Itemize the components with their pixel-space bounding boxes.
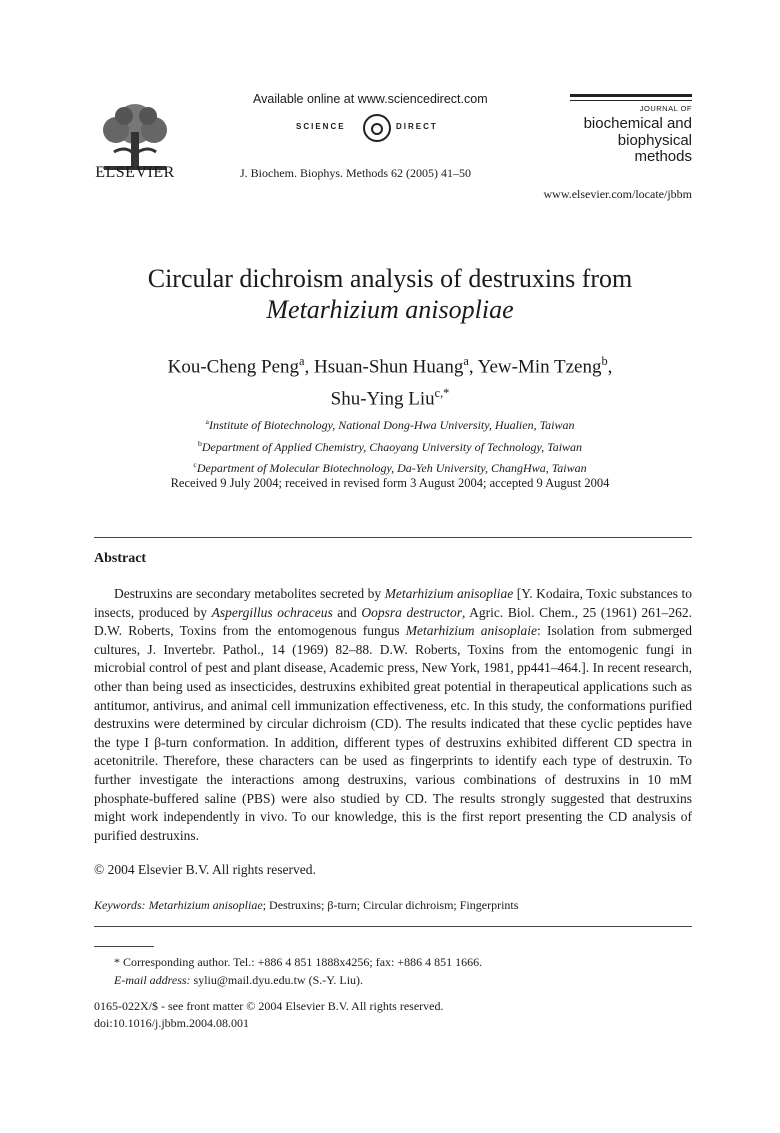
keywords [94,898,692,913]
abstract-segment-italic: Metarhizium anisopliae [384,586,514,601]
title-line2: Metarhizium anisopliae [266,295,514,324]
journal-name-line2: biophysical [617,131,692,149]
abstract-segment-text: , Agric. Biol. Chem., 25 (1961) 261–262. D.W. Roberts, Toxins from the entomogenous fungus [94,604,692,639]
author-sup: b [601,354,608,368]
abstract-segment-text: : Isolation from submerged cultures, J. Invertebr. Pathol., 14 (1969) 82–88. D.W. Roberts, Toxins from the entomogenic fungi in microbial control of pest and plant disease, Academic press, New York, 1981, pp441–464.]. In recent research, other than being used as insecticides, destruxins exhibited great potential in therapeutical applications such as antitumor, antivirus, and animal cell immunization effectiveness, etc. In this study, the conformations purified destruxins were determined by circular dichroism (CD). The results indicated that these cyclic peptides have the type I β-turn conformation. In addition, different types of destruxins exhibited different CD spectra in acetonitrile. Therefore, these characters can be used as fingerprints to identify each type of destruxin. To further investigate the interactions among destruxins, various combinations of destruxins in 10 mM phosphate-buffered saline (PBS) were also studied by CD. The results strongly suggested that destruxins might work independently in vivo. To our knowledge, this is the first report presenting the CD analysis of purified destruxins. [94,623,692,843]
affiliation-text: Department of Applied Chemistry, Chaoyang University of Technology, Taiwan [201,439,583,454]
affiliation [40,413,740,435]
sciencedirect-logo [296,112,456,144]
author-list [40,348,740,413]
divider [94,926,692,927]
sd-right-text: DIRECT [396,122,438,131]
corresponding-author: * Corresponding author. Tel.: +886 4 851 1888x4256; fax: +886 4 851 1666. [114,955,483,969]
journal-url[interactable]: www.elsevier.com/locate/jbbm [543,187,692,201]
keyword-text: ; Destruxins; β-turn; Circular dichroism; Fingerprints [262,898,519,912]
author-sep: , [304,356,314,378]
abstract-heading: Abstract [94,551,147,566]
author-name: Hsuan-Shun Huang [313,356,464,378]
abstract-segment-text: Destruxins are secondary metabolites secreted by [114,586,385,601]
affiliation-sup: b [197,438,202,448]
at-sign-icon [362,112,392,144]
journal-citation: J. Biochem. Biophys. Methods 62 (2005) 41–50 [240,166,471,180]
received-dates: Received 9 July 2004; received in revised form 3 August 2004; accepted 9 August 2004 [170,476,610,490]
abstract-segment-italic: Aspergillus ochraceus [211,604,333,620]
author-name: Shu-Ying Liu [330,388,435,410]
affiliation-sup: c [193,460,197,469]
issn-doi [94,998,444,1032]
author-sup: c,* [434,386,450,401]
affiliation-text: Department of Molecular Biotechnology, Da-Yeh University, ChangHwa, Taiwan [196,461,587,475]
keywords-label: Keywords: [94,898,146,912]
email-address[interactable]: syliu@mail.dyu.edu.tw (S.-Y. Liu). [190,973,364,987]
available-online-text[interactable]: Available online at www.sciencedirect.com [253,92,488,106]
author-name: Kou-Cheng Peng [167,356,299,378]
article-title [40,263,740,325]
author-sup: a [299,354,305,368]
abstract-segment-italic: Metarhizium anisoplaie [405,623,537,639]
journal-name-line1: biochemical and [583,115,692,132]
sd-left-text: SCIENCE [296,122,346,131]
doi-line[interactable]: doi:10.1016/j.jbbm.2004.08.001 [94,1016,250,1030]
divider [94,537,692,538]
author-sup: a [463,354,469,368]
journal-rule-thin [570,100,692,101]
abstract-body [94,585,692,845]
author-sep: , [468,356,478,378]
journal-name-line3: methods [634,148,692,165]
abstract-paragraph [94,585,692,845]
abstract-segment-text: [Y. Kodaira, Toxic substances to insects, produced by [94,586,692,620]
footnote-rule [94,946,154,947]
publisher-logo-text: ELSEVIER [95,164,175,181]
keyword-italic: Metarhizium anisopliae [148,898,263,912]
affiliation [40,435,740,457]
affiliations [40,413,740,478]
title-line1: Circular dichroism analysis of destruxins from [147,264,633,293]
author-name: Yew-Min Tzeng [477,356,602,378]
journal-rule-thick [570,94,692,97]
journal-of-label: JOURNAL OF [639,104,692,113]
email-label: E-mail address: [114,973,191,987]
affiliation [40,456,740,478]
author-sep: , [607,356,613,378]
journal-name [560,116,692,166]
issn-line: 0165-022X/$ - see front matter © 2004 Elsevier B.V. All rights reserved. [94,999,444,1013]
keywords-list [149,898,519,912]
affiliation-sup: a [205,417,209,426]
abstract-segment-italic: Oopsra destructor [361,604,462,620]
footnote [114,953,482,989]
copyright-line: © 2004 Elsevier B.V. All rights reserved. [94,862,316,877]
affiliation-text: Institute of Biotechnology, National Dong-Hwa University, Hualien, Taiwan [208,418,575,432]
abstract-segment-text: and [332,604,362,620]
